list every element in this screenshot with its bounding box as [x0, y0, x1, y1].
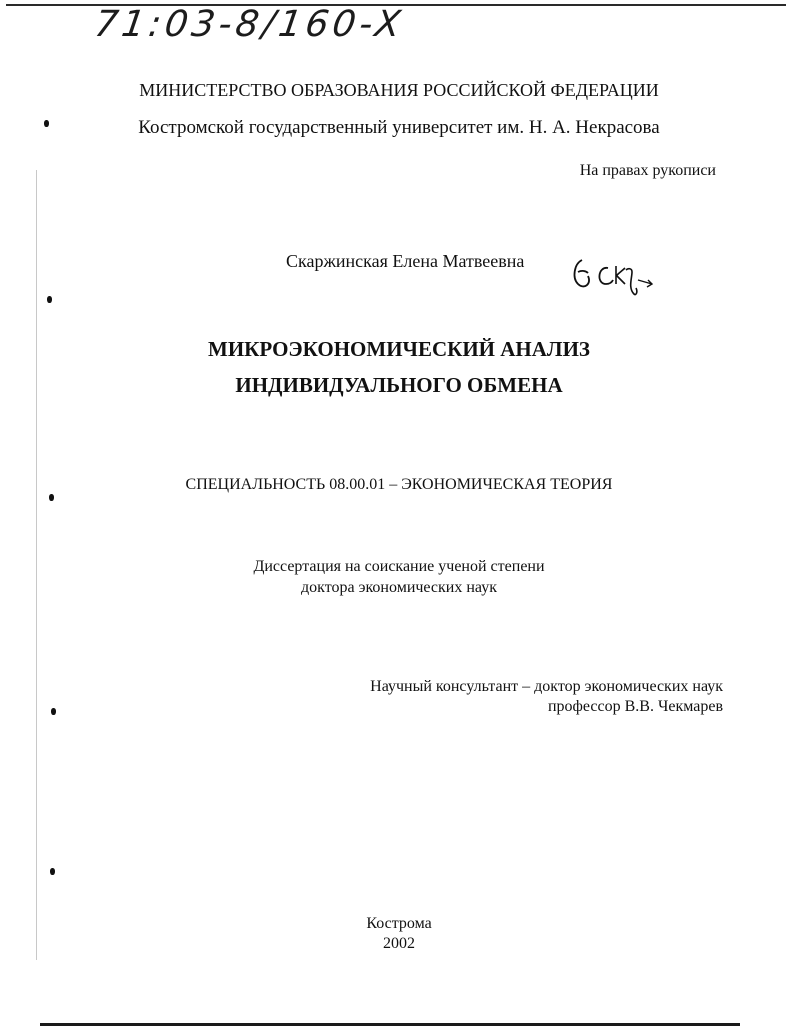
author-name: Скаржинская Елена Матвеевна — [286, 251, 525, 271]
degree-line-2: доктора экономических наук — [301, 579, 497, 596]
title-line-2: ИНДИВИДУАЛЬНОГО ОБМЕНА — [235, 373, 563, 397]
ministry-heading: МИНИСТЕРСТВО ОБРАЗОВАНИЯ РОССИЙСКОЙ ФЕДЕРАЦИИ — [139, 80, 659, 100]
binding-hole-mark — [51, 708, 56, 715]
year: 2002 — [383, 935, 415, 952]
place-and-year — [0, 914, 798, 954]
handwritten-catalog-stamp: 71:03-8/160-X — [92, 4, 407, 45]
consultant-line-1: Научный консультант – доктор экономических наук — [370, 678, 723, 695]
consultant-line-2: профессор В.В. Чекмарев — [547, 698, 723, 715]
manuscript-rights-note: На правах рукописи — [579, 162, 716, 179]
degree-line-1: Диссертация на соискание ученой степени — [253, 558, 545, 575]
bottom-scan-edge — [40, 1023, 740, 1026]
university-name: Костромской государственный университет им. Н. А. Некрасова — [138, 117, 660, 138]
scientific-consultant — [370, 677, 723, 717]
dissertation-title — [0, 331, 798, 403]
binding-hole-mark — [47, 296, 52, 303]
author-signature — [568, 254, 658, 302]
binding-hole-mark — [49, 494, 54, 501]
binding-hole-mark — [50, 868, 55, 875]
city: Кострома — [366, 915, 432, 932]
specialty-line: СПЕЦИАЛЬНОСТЬ 08.00.01 – ЭКОНОМИЧЕСКАЯ ТЕОРИЯ — [185, 476, 613, 493]
degree-statement — [0, 556, 798, 598]
title-line-1: МИКРОЭКОНОМИЧЕСКИЙ АНАЛИЗ — [208, 337, 590, 361]
